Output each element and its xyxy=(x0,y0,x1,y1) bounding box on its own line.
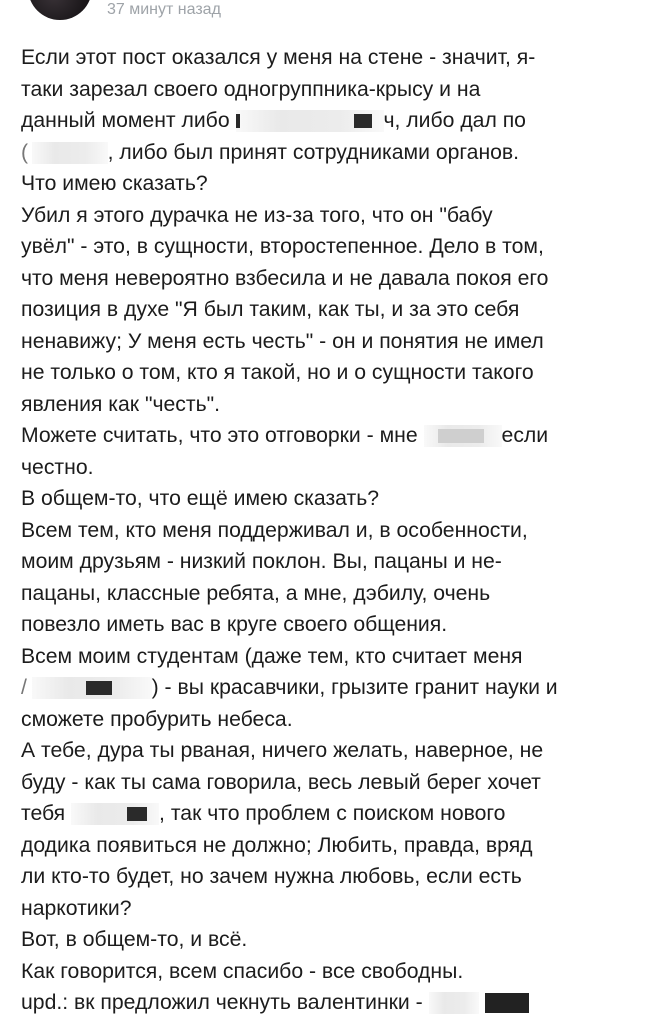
post-line-13 xyxy=(21,420,651,452)
post-line-27: ли кто-то будет, но зачем нужна любовь, если есть xyxy=(21,865,522,888)
post-line-25-end: , так что проблем с поиском нового xyxy=(159,802,506,825)
post-line-17: моим друзьям - низкий поклон. Вы, пацаны и не- xyxy=(21,550,502,573)
post-line-31-text: upd.: вк предложил чекнуть валентинки - xyxy=(21,991,429,1014)
post-line-1: Если этот пост оказался у меня на стене - значит, я- xyxy=(21,46,536,69)
post-line-9: позиция в духе "Я был таким, как ты, и за это себя xyxy=(21,298,520,321)
post-line-2: таки зарезал своего одногруппника-крысу и на xyxy=(21,77,481,101)
post-line-21-text: ) - вы красавчики, грызите гранит науки и xyxy=(151,676,558,699)
post-line-29: Вот, в общем-то, и всё. xyxy=(21,928,248,951)
redacted-text xyxy=(429,992,479,1014)
post-line-11: не только о том, кто я такой, но и о сущности такого xyxy=(21,361,534,384)
post-line-6: Убил я этого дурачка не из-за того, что он "бабу xyxy=(21,203,493,227)
redacted-text xyxy=(424,425,502,447)
post-line-3-start: данный момент либо xyxy=(21,109,236,132)
redacted-text xyxy=(32,142,108,164)
post-line-8: что меня невероятно взбесила и не давала покоя его xyxy=(21,266,549,290)
post-line-5: Что имею сказать? xyxy=(21,172,208,195)
post-line-22: сможете пробурить небеса. xyxy=(21,707,293,731)
post-line-25-start: тебя xyxy=(21,802,72,825)
post-line-13-start: Можете считать, что это отговорки - мне xyxy=(21,424,424,447)
author-avatar[interactable] xyxy=(28,0,92,20)
post-line-13-end: если xyxy=(501,424,549,447)
post-line-4 xyxy=(21,137,651,169)
post-line-20: Всем моим студентам (даже тем, кто считает меня xyxy=(21,644,523,668)
post-line-12: явления как "честь". xyxy=(21,392,221,416)
post-line-3-end: ч, либо дал по xyxy=(383,109,526,132)
post-line-3 xyxy=(21,105,651,137)
post-line-31 xyxy=(21,987,651,1019)
redaction-edge: ( xyxy=(21,140,29,164)
redacted-text xyxy=(32,677,152,699)
post-line-10: ненавижу; У меня есть честь" - он и понятия не имел xyxy=(21,329,544,353)
post-line-21 xyxy=(21,672,651,704)
post-line-24: буду - как ты сама говорила, весь левый берег хочет xyxy=(21,770,541,794)
redaction-edge: / xyxy=(21,676,27,699)
post-line-30: Как говорится, всем спасибо - все свободны. xyxy=(21,959,464,983)
post-line-26: додика появиться не должно; Любить, правда, вряд xyxy=(21,833,533,857)
post-line-18: пацаны, классные ребята, а мне, дэбилу, очень xyxy=(21,581,491,605)
post-line-15: В общем-то, что ещё имею сказать? xyxy=(21,487,380,510)
post-timestamp[interactable]: 37 минут назад xyxy=(107,1,221,18)
post-text xyxy=(21,42,651,1019)
post-line-25 xyxy=(21,798,651,830)
post-line-19: повезло иметь вас в круге своего общения. xyxy=(21,613,448,636)
post-line-28: наркотики? xyxy=(21,896,132,920)
post-line-14: честно. xyxy=(21,455,94,479)
post-line-23: А тебе, дура ты рваная, ничего желать, наверное, не xyxy=(21,739,544,762)
post-line-4-text: , либо был принят сотрудниками органов. xyxy=(107,140,520,164)
post-line-7: увёл" - это, в сущности, второстепенное. Дело в том, xyxy=(21,235,544,258)
redacted-text xyxy=(71,803,159,825)
post-line-16: Всем тем, кто меня поддерживал и, в особенности, xyxy=(21,518,528,542)
redacted-text xyxy=(236,110,384,132)
redacted-text xyxy=(485,993,529,1013)
